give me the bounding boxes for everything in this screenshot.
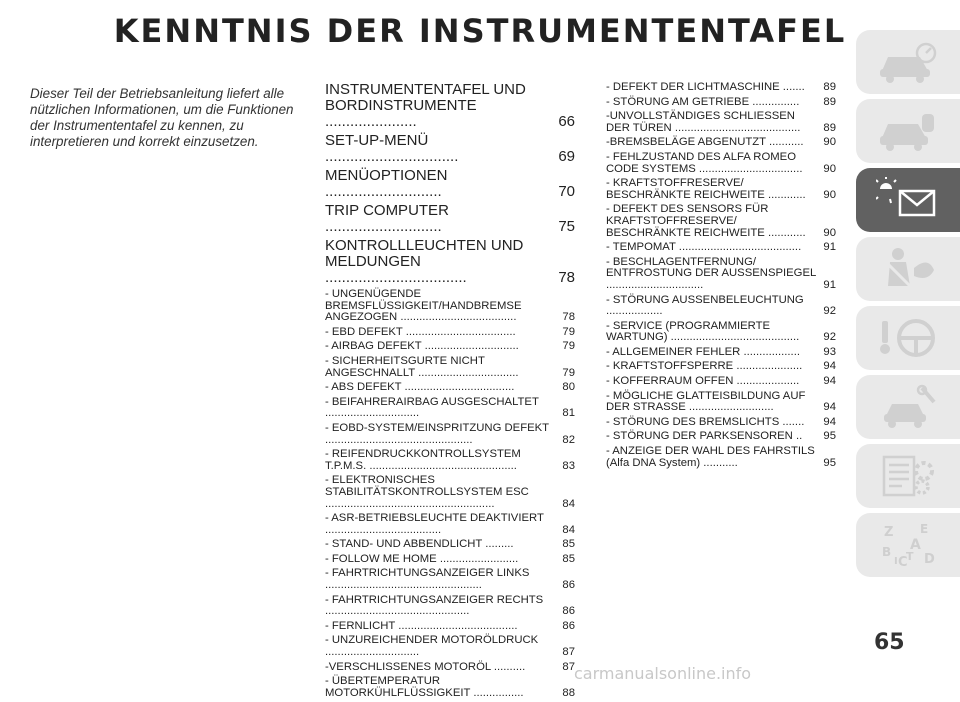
toc-entry-page: 90	[823, 136, 836, 149]
toc-entry-page: 84	[562, 523, 575, 536]
toc-entry-title: - ÜBERTEMPERATUR MOTORKÜHLFLÜSSIGKEIT ................	[325, 675, 524, 699]
toc-entry-title: - REIFENDRUCKKONTROLLSYSTEM T.P.M.S. ...............................................	[325, 448, 521, 472]
toc-entry-title: INSTRUMENTENTAFEL UND BORDINSTRUMENTE ......................	[325, 81, 526, 130]
car-key-icon	[876, 108, 940, 154]
toc-entry[interactable]	[325, 676, 575, 699]
toc-entry-page: 95	[823, 456, 836, 469]
technical-data-icon	[876, 453, 940, 499]
chapter-tab-technical-data[interactable]	[856, 444, 960, 508]
toc-entry-page: 92	[823, 305, 836, 318]
toc-entry[interactable]	[325, 475, 575, 510]
page-title: KENNTNIS DER INSTRUMENTENTAFEL	[113, 12, 847, 50]
toc-entry[interactable]	[325, 554, 575, 566]
intro-text: Dieser Teil der Betriebsanleitung liefert alle nützlichen Informationen, um die Funktionen der Instrumententafel zu kennen, zu interpretieren und korrekt einzusetzen.	[30, 86, 294, 149]
toc-entry-title: - UNGENÜGENDE BREMSFLÜSSIGKEIT/HANDBREMSE ANGEZOGEN .....................................	[325, 288, 522, 324]
toc-entry-page: 86	[562, 619, 575, 632]
toc-entry-page: 88	[562, 686, 575, 699]
toc-entry-title: TRIP COMPUTER ............................	[325, 202, 449, 235]
toc-entry-page: 90	[823, 226, 836, 239]
toc-entry[interactable]	[325, 539, 575, 551]
toc-entry-title: - FEHLZUSTAND DES ALFA ROMEO CODE SYSTEMS .................................	[606, 150, 803, 175]
toc-entry-title: - STÖRUNG AUSSENBELEUCHTUNG ..................	[606, 293, 804, 318]
toc-entry[interactable]	[325, 168, 575, 200]
toc-entry-page: 66	[558, 113, 575, 130]
toc-entry[interactable]	[606, 257, 836, 292]
toc-entry-title: - STÖRUNG AM GETRIEBE ...............	[606, 95, 800, 108]
toc-entry-page: 81	[562, 407, 575, 420]
toc-entry-title: - EOBD-SYSTEM/EINSPRITZUNG DEFEKT ...............................................	[325, 421, 549, 446]
toc-entry-title: MENÜOPTIONEN ............................	[325, 167, 448, 200]
toc-entry-title: - KRAFTSTOFFRESERVE/ BESCHRÄNKTE REICHWEITE ............	[606, 177, 806, 201]
toc-entry[interactable]	[606, 431, 836, 443]
toc-entry-title: - FERNLICHT ......................................	[325, 619, 518, 632]
toc-entry[interactable]	[606, 137, 836, 149]
chapter-tab-instrument-panel[interactable]	[856, 168, 960, 232]
toc-entry[interactable]	[325, 423, 575, 446]
toc-entry-title: - SERVICE (PROGRAMMIERTE WARTUNG) .........................................	[606, 319, 800, 344]
toc-entry[interactable]	[325, 82, 575, 130]
seatbelt-airbag-icon	[876, 246, 940, 292]
toc-entry[interactable]	[606, 376, 836, 388]
toc-entry[interactable]	[325, 356, 575, 379]
chapter-tab-index[interactable]	[856, 513, 960, 577]
toc-entry[interactable]	[606, 446, 836, 469]
page-number: 65	[874, 630, 905, 655]
toc-entry-page: 69	[558, 148, 575, 165]
toc-entry-title: - STÖRUNG DES BREMSLICHTS .......	[606, 415, 805, 428]
toc-entry-page: 85	[562, 552, 575, 565]
toc-entry[interactable]	[606, 82, 836, 94]
car-tools-icon	[876, 384, 940, 430]
index-letter: C	[898, 555, 908, 568]
toc-entry-page: 89	[823, 121, 836, 134]
toc-entry[interactable]	[606, 347, 836, 359]
index-letter: I	[894, 556, 898, 567]
toc-entry-page: 84	[562, 497, 575, 510]
toc-entry-title: - BEIFAHRERAIRBAG AUSGESCHALTET ..............................	[325, 395, 539, 420]
toc-entry-title: - DEFEKT DES SENSORS FÜR KRAFTSTOFFRESERVE/ BESCHRÄNKTE REICHWEITE ............	[606, 203, 806, 239]
toc-entry-page: 80	[562, 381, 575, 394]
toc-entry-title: - STÖRUNG DER PARKSENSOREN ..	[606, 430, 803, 443]
index-letter: B	[882, 545, 892, 559]
toc-entry-title: - KOFFERRAUM OFFEN ....................	[606, 375, 800, 388]
index-letter: T	[906, 550, 914, 563]
index-letter: A	[910, 537, 921, 553]
chapter-tabs-sidebar	[856, 30, 960, 582]
steering-wheel-icon	[876, 315, 940, 361]
toc-entry-page: 78	[558, 269, 575, 286]
toc-entry-title: - STAND- UND ABBENDLICHT .........	[325, 538, 514, 551]
toc-entry-page: 83	[562, 459, 575, 472]
toc-entry[interactable]	[606, 111, 836, 134]
toc-entry[interactable]	[606, 242, 836, 254]
toc-entry-page: 93	[823, 345, 836, 358]
toc-entry-page: 90	[823, 162, 836, 175]
toc-entry-title: - FAHRTRICHTUNGSANZEIGER RECHTS ..............................................	[325, 593, 544, 618]
toc-entry[interactable]	[325, 341, 575, 353]
toc-entry[interactable]	[606, 204, 836, 239]
toc-entry-page: 82	[562, 433, 575, 446]
toc-entry-page: 95	[823, 430, 836, 443]
toc-entry-title: - ELEKTRONISCHES STABILITÄTSKONTROLLSYSTEM ESC ......................................................	[325, 474, 529, 510]
toc-entry[interactable]	[325, 513, 575, 536]
toc-entry-title: - AIRBAG DEFEKT ..............................	[325, 340, 519, 353]
toc-entry[interactable]	[606, 295, 836, 318]
toc-entry-page: 89	[823, 81, 836, 93]
toc-entry[interactable]	[325, 289, 575, 324]
toc-entry[interactable]	[606, 361, 836, 373]
toc-entry[interactable]	[606, 178, 836, 201]
toc-entry-page: 78	[562, 311, 575, 324]
toc-entry-page: 87	[562, 646, 575, 659]
toc-entry[interactable]	[325, 133, 575, 165]
watermark-text: carmanualsonline.info	[574, 664, 752, 683]
toc-entry-title: - ANZEIGE DER WAHL DES FAHRSTILS (Alfa DNA System) ...........	[606, 445, 815, 469]
toc-entry-title: - FOLLOW ME HOME .........................	[325, 552, 519, 565]
index-letter: Z	[884, 525, 894, 540]
toc-entry[interactable]	[606, 97, 836, 109]
chapter-tab-safety[interactable]	[856, 237, 960, 301]
toc-entry[interactable]	[325, 621, 575, 633]
toc-entry-title: SET-UP-MENÜ ................................	[325, 132, 459, 165]
toc-entry-page: 86	[562, 579, 575, 592]
toc-entry[interactable]	[325, 568, 575, 591]
toc-entry-page: 75	[558, 218, 575, 235]
toc-entry-page: 94	[823, 401, 836, 414]
toc-entry[interactable]	[325, 397, 575, 420]
chapter-tab-car-knowledge[interactable]	[856, 99, 960, 163]
toc-entry-page: 94	[823, 375, 836, 388]
toc-entry[interactable]	[325, 238, 575, 286]
toc-entry-page: 92	[823, 331, 836, 344]
toc-entry-page: 70	[558, 183, 575, 200]
toc-entry-title: - ASR-BETRIEBSLEUCHTE DEAKTIVIERT .....................................	[325, 512, 544, 536]
toc-column-2	[606, 82, 836, 472]
toc-entry-page: 79	[562, 366, 575, 379]
toc-entry-title: - ALLGEMEINER FEHLER ..................	[606, 345, 800, 358]
alphabetical-index-icon	[876, 522, 940, 568]
toc-entry-page: 85	[562, 538, 575, 551]
toc-entry-title: - EBD DEFEKT ...................................	[325, 325, 516, 338]
toc-column-1	[325, 82, 575, 702]
toc-entry[interactable]	[325, 449, 575, 472]
toc-entry-page: 91	[823, 278, 836, 291]
toc-entry-page: 79	[562, 325, 575, 338]
toc-entry-title: - DEFEKT DER LICHTMASCHINE .......	[606, 81, 805, 93]
toc-entry-title: - BESCHLAGENTFERNUNG/ ENTFROSTUNG DER AUSSENSPIEGEL ...............................	[606, 255, 816, 291]
toc-entry-page: 90	[823, 188, 836, 201]
toc-entry-page: 86	[562, 605, 575, 618]
toc-entry-title: -BREMSBELÄGE ABGENUTZT ...........	[606, 136, 804, 149]
toc-entry-title: -VERSCHLISSENES MOTORÖL ..........	[325, 660, 526, 673]
toc-entry-title: - SICHERHEITSGURTE NICHT ANGESCHNALLT ................................	[325, 354, 519, 379]
toc-entry[interactable]	[606, 321, 836, 344]
toc-entry[interactable]	[325, 382, 575, 394]
toc-entry-page: 87	[562, 660, 575, 673]
chapter-tab-dashboard[interactable]	[856, 30, 960, 94]
index-letter: D	[924, 552, 935, 567]
toc-entry-title: - FAHRTRICHTUNGSANZEIGER LINKS ..................................................	[325, 567, 530, 592]
chapter-tab-emergency[interactable]	[856, 375, 960, 439]
toc-entry[interactable]	[325, 635, 575, 658]
toc-entry[interactable]	[606, 152, 836, 175]
toc-entry-title: - UNZUREICHENDER MOTORÖLDRUCK ..............................	[325, 634, 539, 659]
toc-entry[interactable]	[325, 662, 575, 674]
index-letter: E	[920, 522, 929, 536]
toc-entry-page: 91	[823, 241, 836, 254]
toc-entry-title: -UNVOLLSTÄNDIGES SCHLIESSEN DER TÜREN ........................................	[606, 110, 801, 134]
chapter-tab-starting-driving[interactable]	[856, 306, 960, 370]
car-dashboard-icon	[876, 39, 940, 85]
toc-entry[interactable]	[325, 327, 575, 339]
toc-entry-title: - TEMPOMAT .......................................	[606, 241, 802, 254]
toc-entry-title: - KRAFTSTOFFSPERRE .....................	[606, 360, 803, 373]
toc-entry-title: - MÖGLICHE GLATTEISBILDUNG AUF DER STRASSE ...........................	[606, 389, 806, 414]
warning-light-message-icon	[876, 177, 940, 223]
toc-entry-page: 79	[562, 340, 575, 353]
toc-entry-page: 94	[823, 415, 836, 428]
toc-entry[interactable]	[325, 595, 575, 618]
toc-entry-page: 94	[823, 360, 836, 373]
toc-entry[interactable]	[606, 417, 836, 429]
toc-entry[interactable]	[606, 391, 836, 414]
toc-entry-page: 89	[823, 95, 836, 108]
toc-entry-title: KONTROLLLEUCHTEN UND MELDUNGEN ..................................	[325, 237, 524, 286]
toc-entry-title: - ABS DEFEKT ...................................	[325, 381, 515, 394]
toc-entry[interactable]	[325, 203, 575, 235]
